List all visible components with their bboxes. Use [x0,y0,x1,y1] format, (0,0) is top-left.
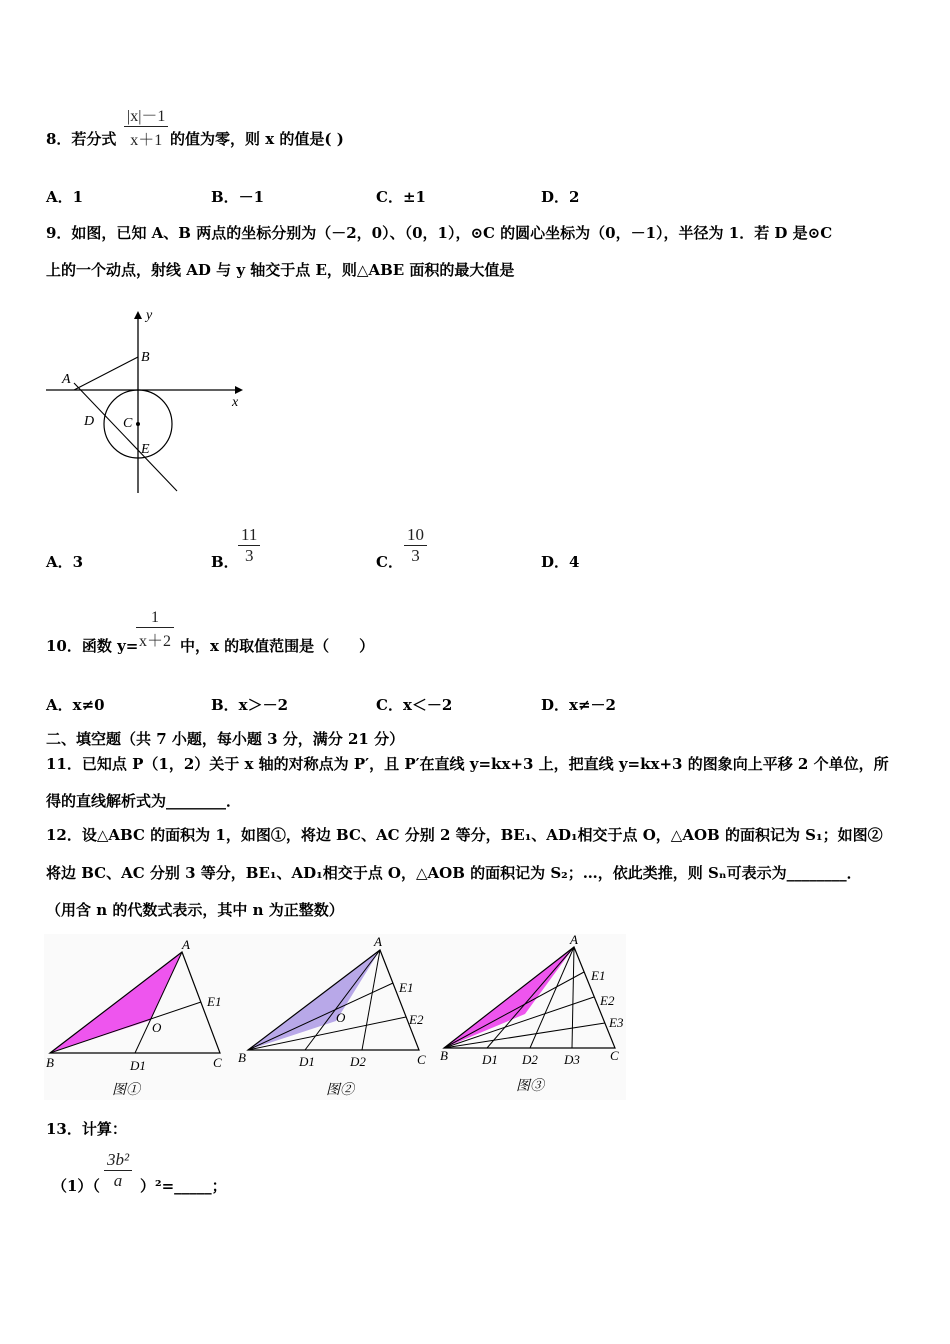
y-axis-arrow [134,311,142,319]
fig1-label-c: C [213,1055,222,1070]
q9-option-b-denominator: 3 [244,546,254,565]
q9-option-c-numerator: 10 [407,525,424,544]
label-b: B [141,350,150,365]
fig3-label-e2: E2 [600,993,615,1008]
q9-option-c-label: C． [376,553,403,571]
q8-fraction-numerator: |x|－1 [127,108,166,125]
center-c-point [136,422,140,426]
q12-figure-2 [238,934,426,1098]
fig2-label-d2: D2 [350,1054,366,1069]
q10-option-a: A．x≠0 [46,696,105,714]
q12-figure-3 [440,934,624,1094]
q10-option-d: D．x≠－2 [541,696,616,714]
q10-fraction-denominator: x＋2 [139,633,172,650]
q13-part1-label: （1）（ [52,1177,100,1195]
q9-option-b-fraction [238,525,260,566]
x-axis-arrow [235,386,243,394]
q11-line2: 得的直线解析式为________． [46,792,242,810]
fig3-ad1 [487,947,574,1048]
q8-option-b: B．－1 [211,188,265,206]
fig3-label-e3: E3 [609,1015,624,1030]
fig2-label-e2: E2 [409,1012,424,1027]
fig2-label-b: B [238,1050,246,1065]
fig1-label-a: A [182,937,190,952]
q12-line3: （用含 n 的代数式表示，其中 n 为正整数） [46,901,344,919]
fig2-label-a: A [374,934,382,949]
fig1-label-d1: D1 [130,1058,146,1073]
q12-line1: 12．设△ABC 的面积为 1，如图①，将边 BC、AC 分别 2 等分，BE₁、AD₁相交于点 O，△AOB 的面积记为 S₁；如图② [46,826,883,844]
q10-option-c: C．x＜－2 [376,696,453,714]
q8-option-d: D．2 [541,188,580,206]
q9-option-b-label: B． [211,553,239,571]
fig2-caption: 图② [326,1083,354,1098]
label-e: E [141,442,150,457]
fig3-label-d1: D1 [482,1052,498,1067]
fig3-label-d2: D2 [522,1052,538,1067]
q13-fraction-numerator: 3b² [107,1150,130,1169]
section2-title: 二、填空题（共 7 小题，每小题 3 分，满分 21 分） [46,730,405,748]
q9-line2: 上的一个动点，射线 AD 与 y 轴交于点 E，则△ABE 面积的最大值是 [46,261,515,279]
fig2-label-e1: E1 [399,980,414,995]
q8-fraction [124,103,168,150]
q10-suffix: 中，x 的取值范围是（ ） [180,637,375,655]
q13-fraction [104,1150,132,1191]
q8-option-c: C．±1 [376,188,426,206]
fig3-caption: 图③ [516,1079,544,1094]
q12-figure-1 [46,937,222,1098]
q9-option-b-numerator: 11 [241,525,258,544]
label-c: C [123,416,133,431]
q9-option-c-fraction [404,525,427,566]
q9-option-d: D．4 [541,553,580,571]
fig1-label-b: B [46,1055,54,1070]
q9-coordinate-figure [40,305,260,505]
q13-part1-suffix: ）²=_____； [140,1177,227,1195]
fig3-ad3 [572,947,574,1048]
q13-fraction-denominator: a [113,1171,123,1190]
q8-suffix: 的值为零，则 x 的值是( ) [170,130,344,148]
fig2-label-c: C [417,1052,426,1067]
q11-line1: 11．已知点 P（1，2）关于 x 轴的对称点为 P′，且 P′在直线 y=kx+3 上，把直线 y=kx+3 的图象向上平移 2 个单位，所 [46,755,889,773]
q10-fraction [136,609,174,651]
fig1-caption: 图① [112,1083,140,1098]
fig3-be1 [444,972,584,1048]
q8-option-a: A．1 [46,188,84,206]
q10-fraction-numerator: 1 [151,609,159,626]
label-d: D [84,414,95,429]
q10-option-b: B．x＞－2 [211,696,289,714]
fig2-label-o: O [336,1010,346,1025]
fig3-label-c: C [610,1048,619,1063]
q8-fraction-denominator: x＋1 [130,132,163,149]
fig2-be1 [248,983,393,1050]
fig3-label-a: A [570,934,578,947]
q9-line1: 9．如图，已知 A、B 两点的坐标分别为（－2，0）、（0，1），⊙C 的圆心坐标为（0，－1），半径为 1．若 D 是⊙C [46,224,833,242]
fig3-label-e1: E1 [591,968,606,983]
label-a: A [62,372,71,387]
label-x: x [232,395,239,410]
q12-line2: 将边 BC、AC 分别 3 等分，BE₁、AD₁相交于点 O，△AOB 的面积记为 S₂；…，依此类推，则 Sₙ可表示为________． [46,864,862,882]
fig1-label-o: O [152,1020,162,1035]
q9-option-a: A．3 [46,553,84,571]
fig2-label-d1: D1 [299,1054,315,1069]
q10-prefix: 10．函数 y= [46,637,139,655]
q8-prefix: 8．若分式 [46,130,117,148]
fig3-label-b: B [440,1048,448,1063]
fig1-label-e1: E1 [207,994,222,1009]
q12-figure-strip [44,934,626,1100]
q13-title: 13．计算： [46,1120,127,1138]
label-y: y [146,308,153,323]
q9-option-c-denominator: 3 [411,546,420,565]
fig3-label-d3: D3 [564,1052,580,1067]
segment-ab [74,357,138,390]
